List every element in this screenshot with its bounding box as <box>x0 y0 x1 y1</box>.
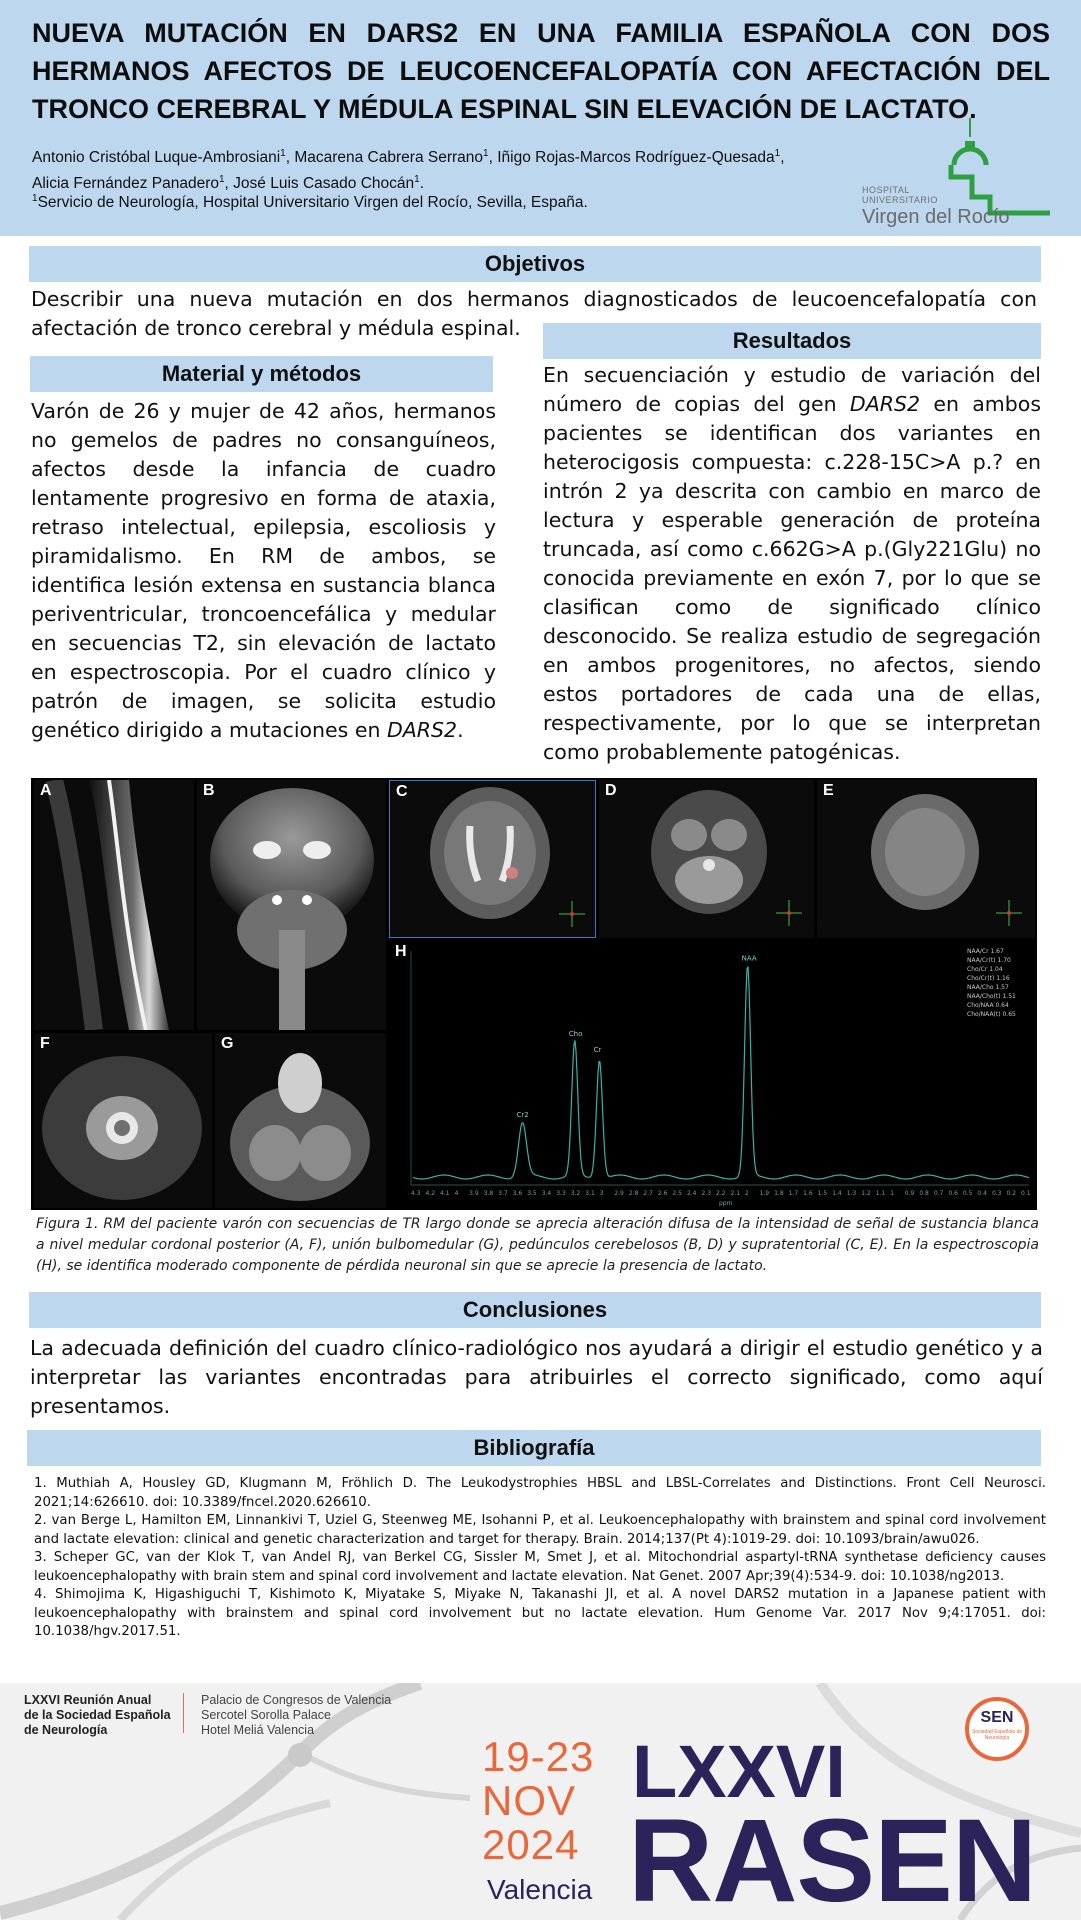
author: José Luis Casado Chocán <box>233 175 415 193</box>
panel-g-axial-cerebellum <box>215 1033 386 1208</box>
date-line: NOV <box>482 1777 577 1824</box>
venue-line: Palacio de Congresos de Valencia <box>201 1693 392 1707</box>
panel-c-axial <box>389 780 596 938</box>
meeting-line: de Neurología <box>24 1723 108 1737</box>
ppm-tick-label: 2.6 <box>657 1190 668 1197</box>
ppm-tick-label: 2.5 <box>672 1190 682 1197</box>
ppm-tick-label: 0.1 <box>1021 1190 1031 1197</box>
affiliation-text: Servicio de Neurología, Hospital Universitario Virgen del Rocío, Sevilla, España. <box>37 194 588 212</box>
affiliation-mark: 1 <box>280 148 286 159</box>
bibliografia-heading: Bibliografía <box>27 1430 1041 1466</box>
ppm-tick-label: 0.6 <box>948 1190 958 1197</box>
ppm-tick-label: 0.4 <box>977 1190 987 1197</box>
hospital-logo-small-text: HOSPITAL UNIVERSITARIO <box>862 185 938 205</box>
ppm-tick-label: 1.6 <box>803 1190 813 1197</box>
hospital-logo <box>862 115 1052 227</box>
affiliation <box>32 193 588 212</box>
panel-label: G <box>221 1035 234 1052</box>
spectrum-peak-label: Cr2 <box>516 1111 529 1119</box>
conclusiones-text: La adecuada definición del cuadro clínico-radiológico nos ayudará a dirigir el estudio genético y a interpretar las variantes encontradas para atribuirles el correcto significado, como aquí presentamos. <box>30 1336 1043 1418</box>
metabolite-ratio: Cho/Cr 1.04 <box>967 966 1003 973</box>
gene-name: DARS2 <box>849 392 921 416</box>
reference-list <box>34 1475 1046 1642</box>
ppm-tick-label: 3.8 <box>483 1190 494 1197</box>
panel-label: C <box>396 783 408 800</box>
spectrum-peak-label: Cho <box>568 1030 583 1038</box>
panel-f-axial-spine <box>34 1033 212 1208</box>
resultados-heading: Resultados <box>543 323 1041 359</box>
date-line: 2024 <box>482 1821 580 1868</box>
ppm-tick-label: 0.7 <box>933 1190 944 1197</box>
ppm-tick-label: 4.1 <box>440 1190 450 1197</box>
spectrum-peak-label: Cr <box>593 1046 602 1055</box>
affiliation-mark: 1 <box>774 148 781 159</box>
spectrum-peak-label: NAA <box>741 954 757 963</box>
author: Antonio Cristóbal Luque-Ambrosiani <box>32 149 281 167</box>
ppm-tick-label: 1.3 <box>846 1190 857 1197</box>
ppm-tick-label: 3.1 <box>585 1190 595 1197</box>
ppm-tick-label: 3.9 <box>469 1190 479 1197</box>
affiliation-mark: 1 <box>483 148 489 159</box>
affiliation-mark: 1 <box>218 174 225 186</box>
orientation-marker-icon <box>776 900 802 926</box>
venue-list <box>201 1693 391 1738</box>
ppm-tick-label: 2 <box>745 1190 749 1197</box>
resultados-text <box>543 361 1041 767</box>
ppm-tick-label: 1.7 <box>788 1190 799 1197</box>
metabolite-ratio: Cho/NAA(t) 0.65 <box>967 1011 1016 1018</box>
mri-figure <box>31 778 1037 1210</box>
ppm-tick-label: 3.3 <box>556 1190 566 1197</box>
ppm-tick-label: 3 <box>599 1190 604 1197</box>
conclusiones-heading: Conclusiones <box>29 1292 1041 1328</box>
ppm-tick-label: 2.7 <box>643 1190 653 1197</box>
ppm-tick-label: 2.4 <box>686 1190 697 1197</box>
ppm-axis-label: ppm <box>719 1200 733 1207</box>
hospital-logo-name: Virgen del Rocío <box>862 206 1010 228</box>
edition-number: LXXVI <box>632 1730 846 1813</box>
venue-line: Sercotel Sorolla Palace <box>201 1708 331 1722</box>
resultados-body-a: En secuenciación y estudio de variación del número de copias del gen <box>543 363 1041 416</box>
ppm-tick-label: 1 <box>890 1190 895 1197</box>
ppm-tick-label: 3.4 <box>541 1190 552 1197</box>
ppm-tick-label: 0.5 <box>962 1190 973 1197</box>
reference-item: 4. Shimojima K, Higashiguchi T, Kishimoto K, Miyatake S, Miyake N, Takanashi JI, et al. A novel DARS2 mutation in a Japanese patient with leukoencephalopathy with brainstem and spinal cord involvement but no lactate elevation. Hum Genome Var. 2017 Nov 9;4:17051. doi: 10.1038/hgv.2017.51. <box>34 1587 1046 1639</box>
date-line: 19-23 <box>482 1733 595 1780</box>
metabolite-ratio: Cho/NAA 0.64 <box>967 1002 1009 1009</box>
congress-city: Valencia <box>487 1874 593 1905</box>
metabolite-ratio: Cho/Cr(t) 1.16 <box>967 975 1010 982</box>
ppm-tick-label: 2.9 <box>614 1190 624 1197</box>
panel-label: H <box>395 943 407 960</box>
meeting-name <box>24 1693 171 1738</box>
ppm-tick-label: 3.5 <box>527 1190 537 1197</box>
reference-item: 2. van Berge L, Hamilton EM, Linnankivi T, Uziel G, Steenweg ME, Isohanni P, et al. Leukoencephalopathy with brainstem and spinal cord involvement and lactate elevation: clinical and genetic characterization and target for therapy. Brain. 2014;137(Pt 4):1019-29. doi: 10.1093/brain/awu026. <box>34 1513 1046 1547</box>
ppm-tick-label: 1.4 <box>832 1190 842 1197</box>
author: Iñigo Rojas-Marcos Rodríguez-Quesada <box>497 149 775 167</box>
panel-e-axial-vertex <box>817 780 1035 938</box>
panel-label: D <box>605 782 617 799</box>
ppm-tick-label: 1.8 <box>774 1190 784 1197</box>
metabolite-ratio: NAA/Cho 1.57 <box>967 984 1009 991</box>
ppm-tick-label: 1.9 <box>759 1190 770 1197</box>
objetivos-heading: Objetivos <box>29 246 1041 282</box>
author-list: Antonio Cristóbal Luque-Ambrosiani$^1$, Macarena Cabrera Serrano$^1$, Iñigo Rojas-Marcos Rodríguez-Quesada$^1$, Alicia Fernández Panadero$^1$, José Luis Casado Chocán$^1$. <box>32 148 785 193</box>
ppm-tick-label: 0.8 <box>919 1190 929 1197</box>
metabolite-ratio: NAA/Cho(t) 1.51 <box>967 993 1016 1000</box>
panel-label: B <box>203 782 215 799</box>
congress-footer <box>0 1683 1081 1920</box>
material-heading: Material y métodos <box>30 356 493 392</box>
ppm-tick-label: 0.3 <box>991 1190 1002 1197</box>
material-end: . <box>457 718 464 742</box>
congress-dates <box>482 1735 594 1867</box>
affiliation-mark: 1 <box>32 193 38 204</box>
metabolite-ratio: NAA/Cr(t) 1.70 <box>967 957 1011 964</box>
venue-line: Hotel Meliá Valencia <box>201 1723 315 1737</box>
ppm-tick-label: 3.7 <box>498 1190 508 1197</box>
metabolite-ratio: NAA/Cr 1.67 <box>967 948 1004 955</box>
objetivos-text: Describir una nueva mutación en dos hermanos diagnosticados de leucoencefalopatía con afectación de tronco cerebral y médula espinal. <box>31 287 1037 340</box>
resultados-body-b: en ambos pacientes se identifican dos variantes en heterocigosis compuesta: c.228-15C>A p.? en intrón 2 ya descrita con cambio en marco de lectura y esperable generación de proteína truncada, así como c.662G>A p.(Gly221Glu) no conocida previamente en exón 7, por lo que se clasifican como de significado clínico desconocido. Se realiza estudio de segregación en ambos progenitores, no afectos, siendo estos portadores de cada una de ellas, respectivamente, por lo que se interpretan como probablemente patogénicas. <box>543 392 1042 764</box>
figure-caption: Figura 1. RM del paciente varón con secuencias de TR largo donde se aprecia alteración difusa de la intensidad de señal de sustancia blanca a nivel medular cordonal posterior (A, F), unión bulbomedular (G), pedúnculos cerebelosos (B, D) y supratentorial (C, E). En la espectroscopia (H), se identifica moderado componente de pérdida neuronal sin que se aprecie la presencia de lactato. <box>36 1216 1039 1274</box>
ppm-tick-label: 2.1 <box>730 1190 741 1197</box>
author: Alicia Fernández Panadero <box>32 175 219 193</box>
spectrum-plot <box>389 941 1035 1208</box>
ppm-tick-label: 4.3 <box>411 1190 421 1197</box>
ppm-tick-label: 0.9 <box>904 1190 915 1197</box>
sen-logo <box>960 1691 1060 1781</box>
panel-b-coronal <box>197 780 386 1030</box>
panel-label: F <box>40 1035 50 1052</box>
sen-logo-text: SEN <box>980 1709 1014 1726</box>
material-text <box>31 397 496 745</box>
author: Macarena Cabrera Serrano <box>294 149 484 167</box>
panel-label: A <box>40 782 52 799</box>
reference-item: 3. Scheper GC, van der Klok T, van Andel RJ, van Berkel CG, Sissler M, Smet J, et al. Mitochondrial aspartyl-tRNA synthetase deficiency causes leukoencephalopathy with brain stem and spinal cord involvement and lactate elevation. Nat Genet. 2007 Apr;39(4):534-9. doi: 10.1038/ng2013. <box>34 1550 1046 1584</box>
ppm-tick-label: 1.1 <box>875 1190 886 1197</box>
ppm-tick-label: 0.2 <box>1006 1190 1017 1197</box>
ppm-tick-label: 4 <box>454 1190 459 1197</box>
ppm-tick-label: 1.2 <box>861 1190 871 1197</box>
sen-logo-subtext: Sociedad Española de Neurología <box>971 1729 1023 1741</box>
reference-item: 1. Muthiah A, Housley GD, Klugmann M, Fröhlich D. The Leukodystrophies HBSL and LBSL-Correlates and Distinctions. Front Cell Neurosci. 2021;14:626610. doi: 10.3389/fncel.2020.626610. <box>34 1476 1046 1510</box>
ppm-tick-label: 2.3 <box>701 1190 712 1197</box>
material-body: Varón de 26 y mujer de 42 años, hermanos no gemelos de padres no consanguíneos, afectos desde la infancia de cuadro lentamente progresivo en forma de ataxia, retraso intelectual, epilepsia, escoliosis y piramidalismo. En RM de ambos, se identifica lesión extensa en sustancia blanca periventricular, troncoencefálica y medular en secuencias T2, sin elevación de lactato en espectroscopia. Por el cuadro clínico y patrón de imagen, se solicita estudio genético dirigido a mutaciones en <box>31 399 496 742</box>
ppm-tick-label: 3.2 <box>570 1190 581 1197</box>
footer-divider <box>183 1693 184 1733</box>
meeting-line: LXXVI Reunión Anual <box>24 1693 152 1707</box>
ppm-tick-label: 2.8 <box>628 1190 639 1197</box>
event-name: RASEN <box>628 1795 1037 1920</box>
poster-header <box>0 0 1081 236</box>
panel-d-axial-fossa <box>599 780 814 938</box>
affiliation-mark: 1 <box>414 174 420 186</box>
ppm-tick-label: 1.5 <box>817 1190 828 1197</box>
orientation-marker-icon <box>559 901 585 927</box>
orientation-marker-icon <box>996 900 1022 926</box>
ppm-tick-label: 3.6 <box>512 1190 523 1197</box>
panel-a-sagittal-spine <box>34 780 194 1030</box>
ppm-tick-label: 4.2 <box>425 1190 436 1197</box>
poster-title: NUEVA MUTACIÓN EN DARS2 EN UNA FAMILIA ESPAÑOLA CON DOS HERMANOS AFECTOS DE LEUCOENCEFALOPATÍA CON AFECTACIÓN DEL TRONCO CEREBRAL Y MÉDULA ESPINAL SIN ELEVACIÓN DE LACTATO. <box>32 18 1050 124</box>
panel-label: E <box>823 782 834 799</box>
meeting-line: de la Sociedad Española <box>24 1708 171 1722</box>
ppm-tick-label: 2.2 <box>716 1190 726 1197</box>
gene-name: DARS2 <box>386 718 458 742</box>
panel-h-spectroscopy <box>389 941 1035 1208</box>
